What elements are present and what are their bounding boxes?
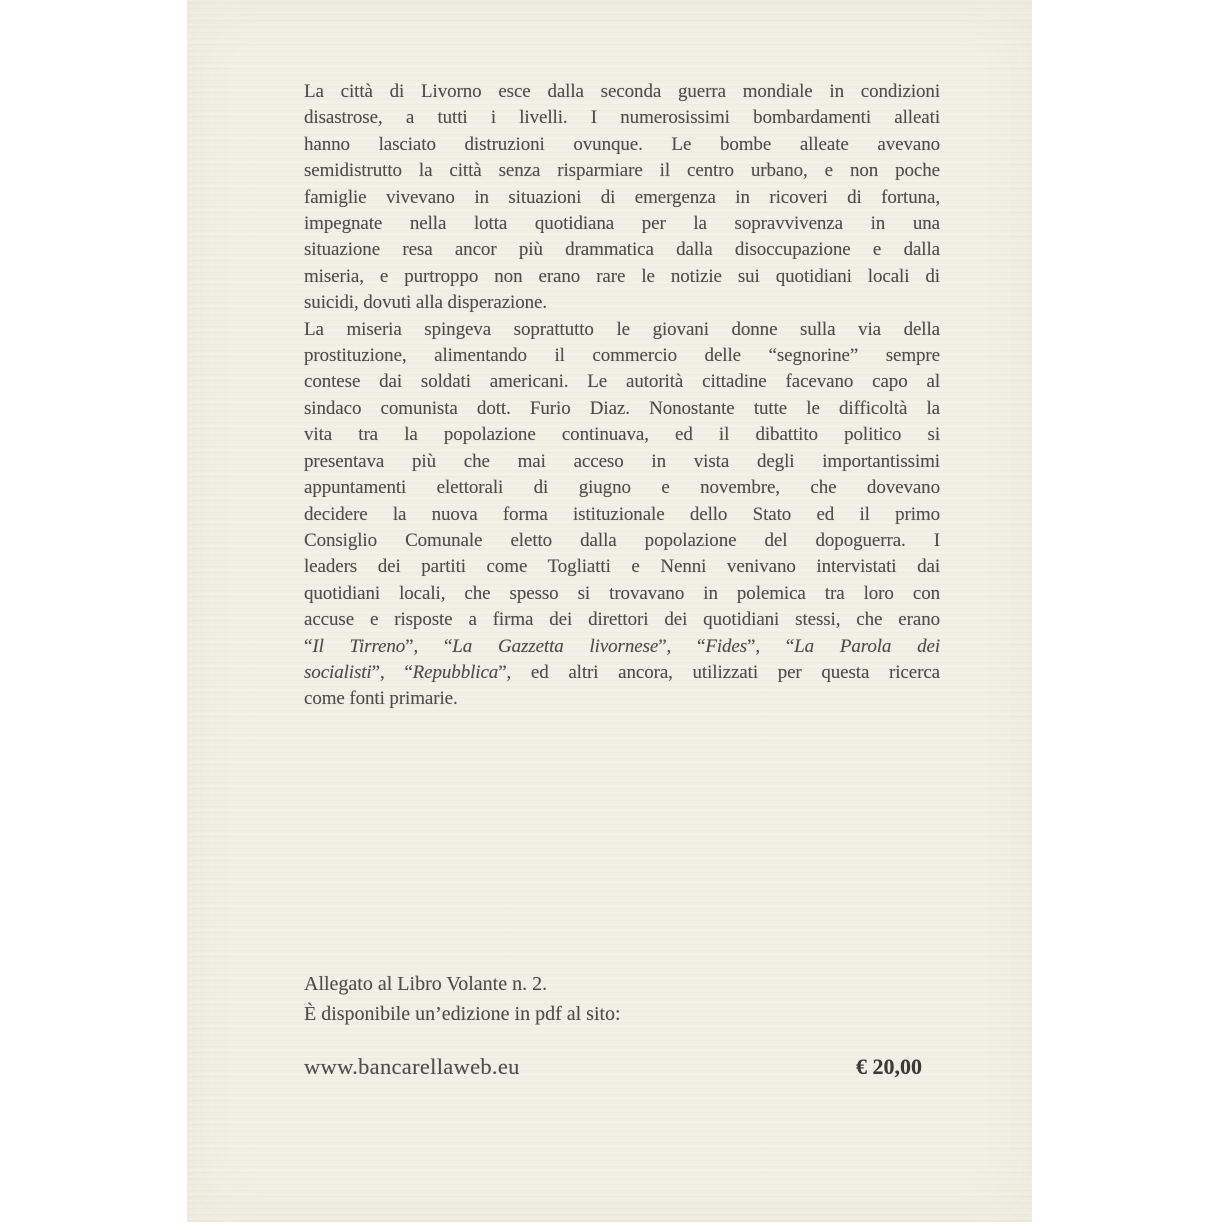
text-line: prostituzione, alimentando il commercio delle “segnorine” sempre <box>304 345 940 367</box>
website-url: www.bancarellaweb.eu <box>304 1054 520 1079</box>
text-line: contese dai soldati americani. Le autorità cittadine facevano capo al <box>304 371 940 393</box>
text-line: miseria, e purtroppo non erano rare le notizie sui quotidiani locali di <box>304 265 940 287</box>
text-line: suicidi, dovuti alla disperazione. <box>304 292 548 314</box>
footer-row <box>304 1051 940 1083</box>
text-line: semidistrutto la città senza risparmiare il centro urbano, e non poche <box>304 160 940 182</box>
text-line <box>304 660 940 686</box>
newspaper-title-italic: La Parola dei <box>794 635 941 657</box>
text-line: impegnate nella lotta quotidiana per la sopravvivenza in una <box>304 213 940 235</box>
text-segment: ”, “ <box>658 635 706 657</box>
book-back-cover <box>187 0 1032 1222</box>
text-line: decidere la nuova forma istituzionale dello Stato ed il primo <box>304 503 940 525</box>
synopsis-text <box>304 79 940 713</box>
newspaper-title-italic: Repubblica <box>412 661 499 683</box>
text-line: Consiglio Comunale eletto dalla popolazione del dopoguerra. I <box>304 529 940 551</box>
text-line: situazione resa ancor più drammatica dalla disoccupazione e dalla <box>304 239 940 261</box>
text-line: sindaco comunista dott. Furio Diaz. Nonostante tutte le difficoltà la <box>304 397 940 419</box>
text-line <box>304 634 940 660</box>
price: € 20,00 <box>856 1054 922 1079</box>
pdf-availability-note: È disponibile un’edizione in pdf al sito: <box>304 1003 621 1025</box>
text-line: leaders dei partiti come Togliatti e Nenni venivano intervistati dai <box>304 556 940 578</box>
text-segment: ”, “ <box>405 635 453 657</box>
text-segment: ”, ed altri ancora, utilizzati per questa ricerca <box>498 661 940 683</box>
text-segment: “ <box>304 635 313 657</box>
newspaper-title-italic: Il Tirreno <box>312 635 406 657</box>
allegato-note: Allegato al Libro Volante n. 2. <box>304 973 548 995</box>
paragraph-politics-press <box>304 317 940 713</box>
newspaper-title-italic: La Gazzetta livornese <box>452 635 659 657</box>
text-line: La miseria spingeva soprattutto le giovani donne sulla via della <box>304 318 940 340</box>
text-line: quotidiani locali, che spesso si trovavano in polemica tra loro con <box>304 582 940 604</box>
text-line: hanno lasciato distruzioni ovunque. Le bombe alleate avevano <box>304 133 940 155</box>
text-line: vita tra la popolazione continuava, ed il dibattito politico si <box>304 424 940 446</box>
text-segment: ”, “ <box>747 635 795 657</box>
paragraph-war-aftermath <box>304 79 940 317</box>
newspaper-title-italic: socialisti <box>304 661 372 683</box>
text-line: disastrose, a tutti i livelli. I numerosissimi bombardamenti alleati <box>304 107 940 129</box>
text-line: accuse e risposte a firma dei direttori dei quotidiani stessi, che erano <box>304 609 940 631</box>
text-line: appuntamenti elettorali di giugno e novembre, che dovevano <box>304 477 940 499</box>
text-line: presentava più che mai acceso in vista degli importantissimi <box>304 450 940 472</box>
newspaper-title-italic: Fides <box>705 635 748 657</box>
text-line: famiglie vivevano in situazioni di emergenza in ricoveri di fortuna, <box>304 186 940 208</box>
text-segment: ”, “ <box>371 661 413 683</box>
text-line: come fonti primarie. <box>304 688 458 710</box>
text-line: La città di Livorno esce dalla seconda guerra mondiale in condizioni <box>304 81 940 102</box>
edition-notes <box>304 969 940 1029</box>
